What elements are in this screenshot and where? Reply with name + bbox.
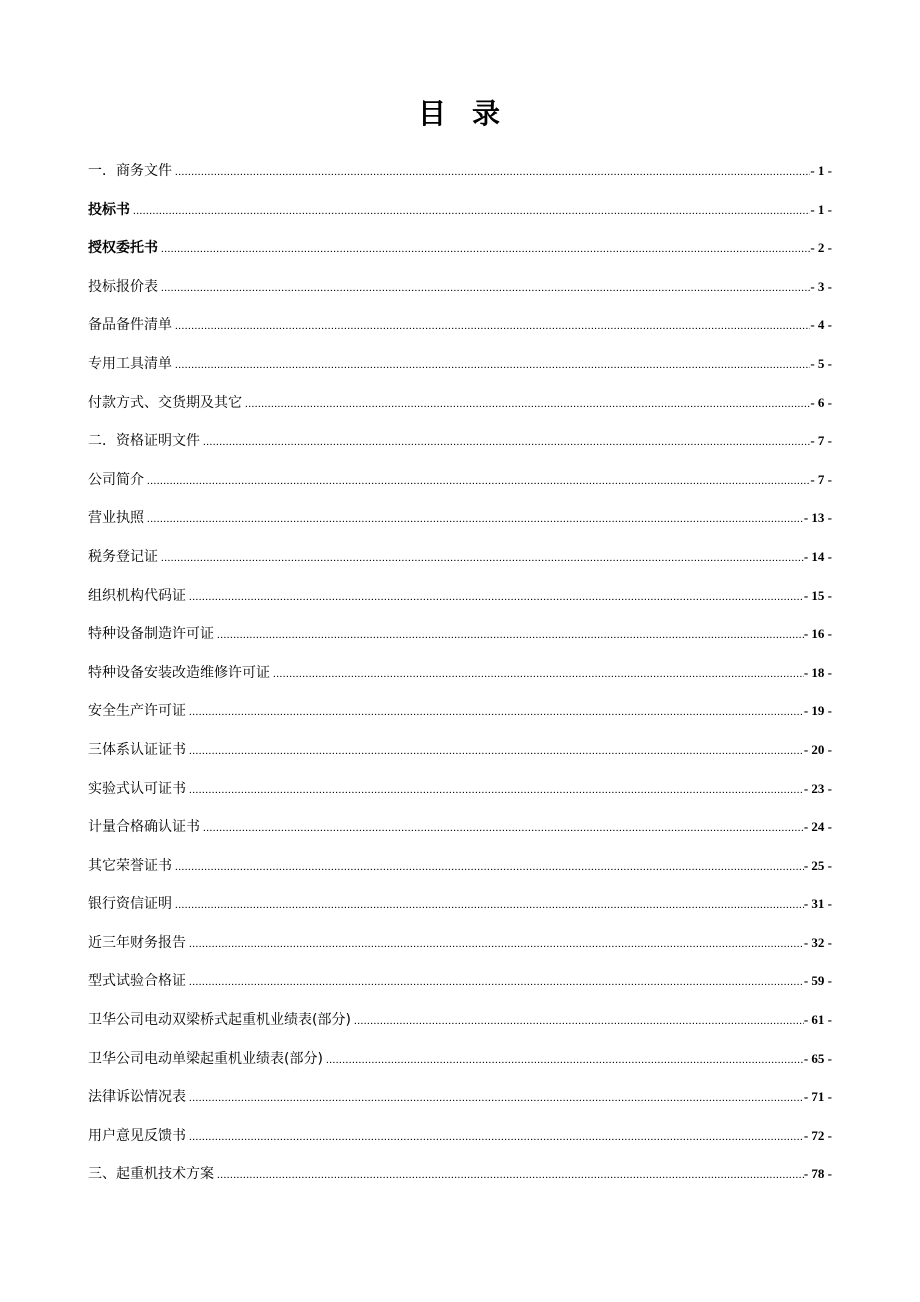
toc-entry-label: 其它荣誉证书 (88, 857, 172, 874)
toc-entry-label: 安全生产许可证 (88, 703, 186, 720)
toc-dot-leader (175, 848, 804, 887)
toc-dot-leader (326, 1041, 804, 1080)
toc-entry-page-number: - 1 - (810, 201, 832, 217)
toc-entry[interactable] (88, 962, 832, 1001)
toc-entry[interactable] (88, 615, 832, 654)
toc-dot-leader (147, 462, 810, 501)
toc-entry-page-number: - 16 - (803, 626, 832, 642)
toc-entry-label: 实验式认可证书 (88, 780, 186, 797)
toc-entry-page-number: - 6 - (810, 394, 832, 410)
toc-entry-page-number: - 14 - (803, 548, 832, 564)
toc-dot-leader (189, 732, 804, 771)
toc-entry-label: 特种设备制造许可证 (88, 626, 214, 643)
toc-entry-label: 卫华公司电动双梁桥式起重机业绩表(部分) (88, 1012, 351, 1029)
toc-entry-label: 型式试验合格证 (88, 973, 186, 990)
toc-entry[interactable] (88, 692, 832, 731)
toc-dot-leader (175, 153, 810, 192)
toc-entry-page-number: - 7 - (810, 433, 832, 449)
toc-title (0, 92, 920, 136)
table-of-contents (88, 152, 832, 1194)
toc-dot-leader (161, 269, 810, 308)
toc-entry-label: 特种设备安装改造维修许可证 (88, 664, 270, 681)
toc-entry-label: 授权委托书 (88, 240, 158, 257)
toc-entry-page-number: - 4 - (810, 317, 832, 333)
toc-entry-label: 营业执照 (88, 510, 144, 527)
toc-entry-page-number: - 20 - (803, 741, 832, 757)
toc-entry-page-number: - 71 - (803, 1089, 832, 1105)
toc-entry-label: 二．资格证明文件 (88, 433, 200, 450)
toc-entry-label: 税务登记证 (88, 548, 158, 565)
toc-entry-page-number: - 18 - (803, 664, 832, 680)
toc-entry-page-number: - 3 - (810, 278, 832, 294)
toc-entry-label: 法律诉讼情况表 (88, 1089, 186, 1106)
toc-entry-label: 卫华公司电动单梁起重机业绩表(部分) (88, 1050, 323, 1067)
toc-entry[interactable] (88, 306, 832, 345)
toc-entry[interactable] (88, 152, 832, 191)
toc-entry-label: 一．商务文件 (88, 163, 172, 179)
toc-entry-page-number: - 31 - (803, 896, 832, 912)
toc-entry[interactable] (88, 422, 832, 461)
toc-entry-label: 银行资信证明 (88, 896, 172, 913)
toc-entry[interactable] (88, 1117, 832, 1156)
toc-dot-leader (245, 385, 810, 424)
toc-dot-leader (189, 578, 804, 617)
toc-dot-leader (161, 539, 804, 578)
toc-entry-label: 投标书 (88, 201, 130, 218)
toc-dot-leader (217, 1156, 804, 1195)
toc-entry[interactable] (88, 1155, 832, 1194)
toc-dot-leader (189, 1079, 804, 1118)
toc-entry-page-number: - 72 - (803, 1127, 832, 1143)
toc-entry[interactable] (88, 577, 832, 616)
toc-dot-leader (354, 1002, 804, 1041)
toc-dot-leader (203, 423, 810, 462)
toc-entry-label: 用户意见反馈书 (88, 1127, 186, 1144)
toc-dot-leader (161, 230, 810, 269)
toc-entry[interactable] (88, 808, 832, 847)
toc-entry[interactable] (88, 731, 832, 770)
toc-entry-page-number: - 59 - (803, 973, 832, 989)
toc-entry-page-number: - 2 - (810, 240, 832, 256)
toc-title-part1: 目 (417, 97, 448, 130)
toc-entry[interactable] (88, 885, 832, 924)
toc-entry-label: 专用工具清单 (88, 355, 172, 372)
toc-dot-leader (273, 655, 804, 694)
toc-entry-page-number: - 15 - (803, 587, 832, 603)
toc-dot-leader (133, 192, 810, 231)
toc-dot-leader (189, 963, 804, 1002)
toc-entry[interactable] (88, 1001, 832, 1040)
toc-dot-leader (189, 771, 804, 810)
toc-entry-page-number: - 19 - (803, 703, 832, 719)
toc-entry[interactable] (88, 229, 832, 268)
toc-entry-page-number: - 65 - (803, 1050, 832, 1066)
toc-entry-page-number: - 5 - (810, 355, 832, 371)
toc-entry-page-number: - 61 - (803, 1012, 832, 1028)
toc-entry-label: 三体系认证证书 (88, 741, 186, 758)
toc-entry-label: 备品备件清单 (88, 317, 172, 334)
toc-entry-page-number: - 78 - (803, 1166, 832, 1182)
toc-entry-page-number: - 32 - (803, 934, 832, 950)
toc-entry[interactable] (88, 847, 832, 886)
toc-entry[interactable] (88, 268, 832, 307)
toc-entry-page-number: - 24 - (803, 819, 832, 835)
toc-title-part2: 录 (472, 97, 503, 130)
toc-entry-label: 公司简介 (88, 471, 144, 488)
toc-entry-label: 近三年财务报告 (88, 934, 186, 951)
toc-entry-label: 计量合格确认证书 (88, 819, 200, 836)
toc-dot-leader (189, 925, 804, 964)
toc-entry-label: 组织机构代码证 (88, 587, 186, 604)
toc-entry-label: 三、起重机技术方案 (88, 1166, 214, 1183)
toc-dot-leader (217, 616, 804, 655)
toc-entry[interactable] (88, 770, 832, 809)
toc-entry-label: 付款方式、交货期及其它 (88, 394, 242, 411)
toc-dot-leader (203, 809, 804, 848)
toc-entry[interactable] (88, 924, 832, 963)
toc-entry-label: 投标报价表 (88, 278, 158, 295)
toc-dot-leader (175, 307, 810, 346)
toc-dot-leader (147, 500, 804, 539)
toc-dot-leader (175, 346, 810, 385)
toc-entry[interactable] (88, 499, 832, 538)
toc-entry[interactable] (88, 345, 832, 384)
toc-entry-page-number: - 13 - (803, 510, 832, 526)
toc-dot-leader (189, 693, 804, 732)
toc-entry-page-number: - 23 - (803, 780, 832, 796)
toc-entry-page-number: - 1 - (810, 163, 832, 178)
toc-entry[interactable] (88, 538, 832, 577)
toc-entry[interactable] (88, 384, 832, 423)
toc-entry[interactable] (88, 1078, 832, 1117)
toc-entry[interactable] (88, 654, 832, 693)
toc-entry[interactable] (88, 1040, 832, 1079)
toc-dot-leader (175, 886, 804, 925)
toc-entry[interactable] (88, 191, 832, 230)
toc-entry-page-number: - 7 - (810, 471, 832, 487)
toc-entry-page-number: - 25 - (803, 857, 832, 873)
toc-entry[interactable] (88, 461, 832, 500)
toc-dot-leader (189, 1118, 804, 1157)
